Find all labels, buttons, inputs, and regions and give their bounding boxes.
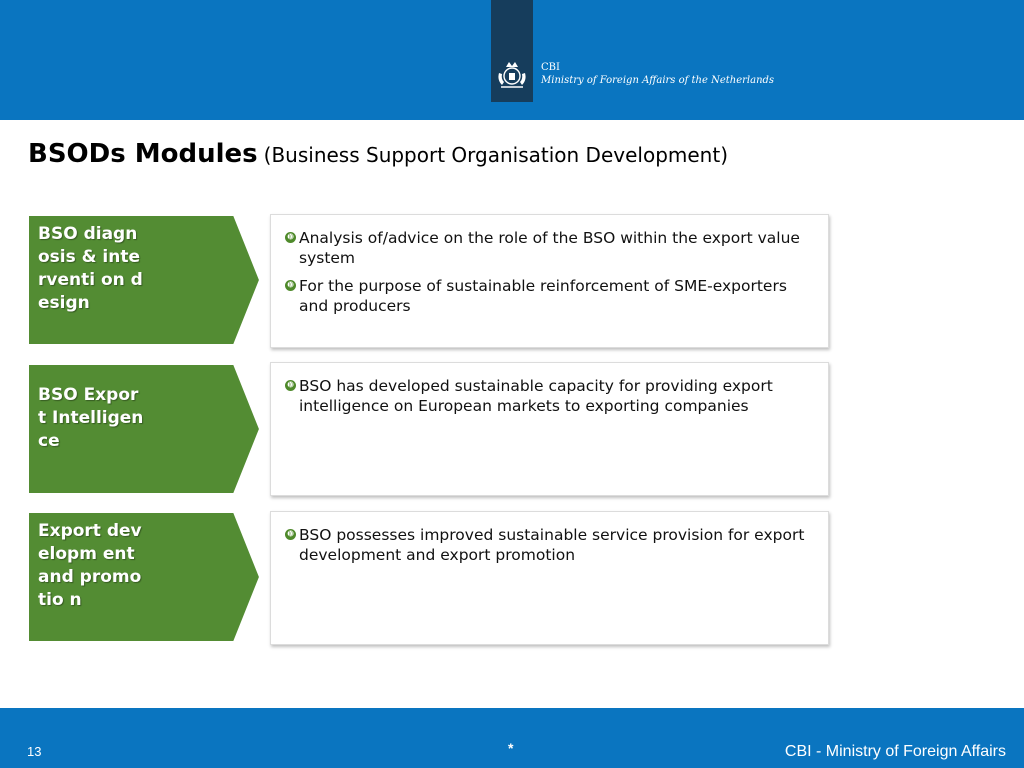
organisation-abbr: CBI [541, 62, 560, 73]
module-label-text: Export developm ent and promotio n [38, 521, 142, 610]
module-label-diagnosis [26, 213, 261, 347]
slide-title [28, 139, 728, 169]
footer-bar [0, 708, 1024, 768]
list-item-text: BSO has developed sustainable capacity for providing export intelligence on European markets to exporting companies [299, 377, 773, 415]
slide-title-main: BSODs Modules [28, 139, 258, 169]
header-bar [0, 0, 1024, 120]
logo-badge [491, 0, 533, 102]
list-item-text: BSO possesses improved sustainable service provision for export development and export promotion [299, 526, 805, 564]
list-item [285, 228, 808, 268]
royal-crest-icon [495, 58, 529, 92]
slide-title-subtitle: (Business Support Organisation Development) [263, 143, 728, 167]
list-item-text: For the purpose of sustainable reinforcement of SME-exporters and producers [299, 277, 787, 315]
list-item [285, 525, 808, 565]
bullet-icon: ➓ [285, 380, 296, 391]
footer-center-mark: * [508, 740, 514, 756]
module-label-text: BSO diagnosis & interventi on design [38, 224, 143, 313]
bullet-icon: ➓ [285, 529, 296, 540]
footer-organisation: CBI - Ministry of Foreign Affairs [784, 743, 1006, 760]
page-number: 13 [27, 744, 42, 759]
organisation-full-name: Ministry of Foreign Affairs of the Netherlands [541, 75, 775, 86]
module-label-export-intelligence [26, 362, 261, 496]
module-label-export-development [26, 510, 261, 644]
module-description-export-intelligence [270, 362, 829, 496]
list-item [285, 376, 808, 416]
bullet-list [271, 512, 828, 565]
organisation-name [541, 61, 774, 87]
module-description-export-development [270, 511, 829, 645]
module-description-diagnosis [270, 214, 829, 348]
bullet-icon: ➓ [285, 232, 296, 243]
bullet-list [271, 363, 828, 416]
list-item [285, 276, 808, 316]
list-item-text: Analysis of/advice on the role of the BSO within the export value system [299, 229, 800, 267]
module-label-text: BSO Export Intelligen ce [38, 385, 144, 451]
bullet-icon: ➓ [285, 280, 296, 291]
bullet-list [271, 215, 828, 316]
